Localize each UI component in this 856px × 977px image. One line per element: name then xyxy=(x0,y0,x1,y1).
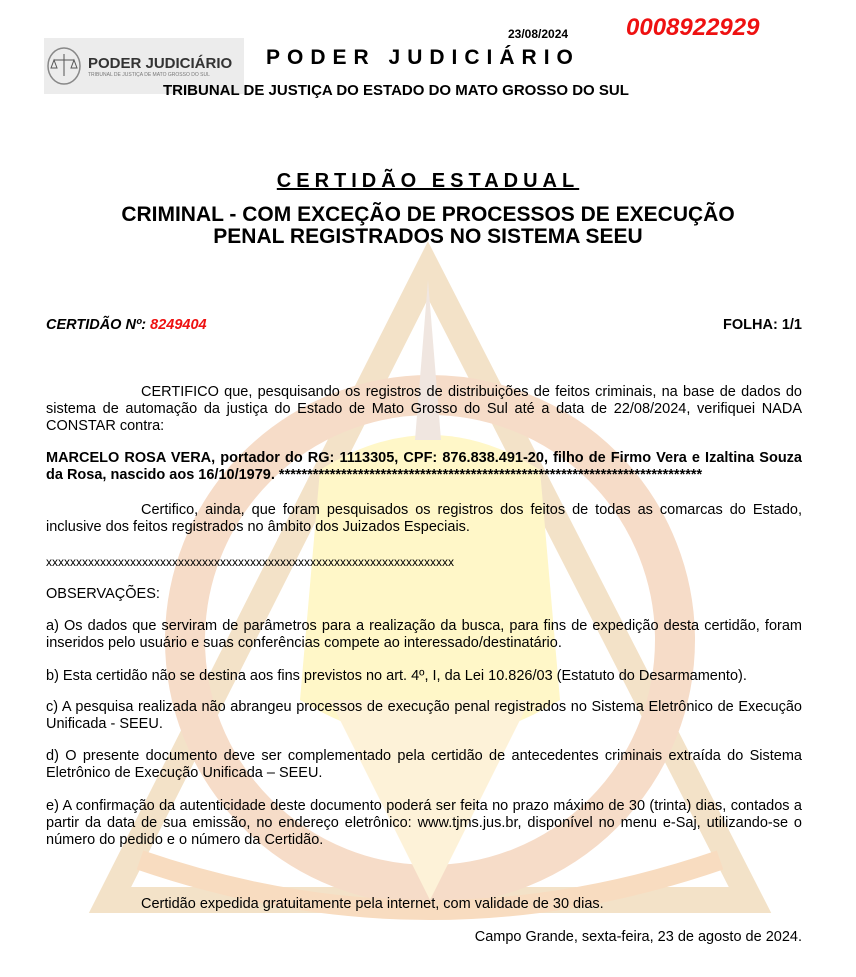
certificate-number xyxy=(46,317,207,333)
header-title: PODER JUDICIÁRIO xyxy=(266,46,580,69)
separator-line: xxxxxxxxxxxxxxxxxxxxxxxxxxxxxxxxxxxxxxxxxxxxxxxxxxxxxxxxxxxxxxxxxxxx xyxy=(46,555,454,569)
document-subtitle xyxy=(0,204,856,248)
observation-c: c) A pesquisa realizada não abrangeu processos de execução penal registrados no Sistema Eletrônico de Execução Unificada - SEEU. xyxy=(46,699,802,732)
logo-subtitle: TRIBUNAL DE JUSTIÇA DE MATO GROSSO DO SUL xyxy=(88,71,210,78)
issue-date: 23/08/2024 xyxy=(508,27,569,41)
document-title-text: CERTIDÃO ESTADUAL xyxy=(276,170,580,192)
certificate-number-value: 8249404 xyxy=(150,317,207,333)
observation-d: d) O presente documento deve ser complementado pela certidão de antecedentes criminais extraída do Sistema Eletrônico de Execução Unificada – SEEU. xyxy=(46,748,802,781)
document-title xyxy=(0,170,856,193)
certification-paragraph: CERTIFICO que, pesquisando os registros de distribuições de feitos criminais, na base de dados do sistema de automação da justiça do Estado de Mato Grosso do Sul até a data de 22/08/2024, verifiquei NADA CONSTAR contra: xyxy=(46,384,802,434)
observation-a: a) Os dados que serviram de parâmetros para a realização da busca, para fins de expedição desta certidão, foram inseridos pelo usuário e suas conferências compete ao interessado/destinatário. xyxy=(46,618,802,651)
additional-certification: Certifico, ainda, que foram pesquisados os registros dos feitos de todas as comarcas do Estado, inclusive dos feitos registrados no âmbito dos Juizados Especiais. xyxy=(46,502,802,535)
place-and-date: Campo Grande, sexta-feira, 23 de agosto de 2024. xyxy=(474,929,802,945)
document-subtitle-line2: PENAL REGISTRADOS NO SISTEMA SEEU xyxy=(213,225,643,248)
subject-details: MARCELO ROSA VERA, portador do RG: 1113305, CPF: 876.838.491-20, filho de Firmo Vera e Izaltina Souza da Rosa, nascido aos 16/10/1979. *************************************************************************** xyxy=(46,450,802,483)
page-count: FOLHA: 1/1 xyxy=(723,317,802,333)
logo-title: PODER JUDICIÁRIO xyxy=(88,54,233,72)
document-subtitle-line1: CRIMINAL - COM EXCEÇÃO DE PROCESSOS DE EXECUÇÃO xyxy=(121,203,735,226)
observation-b: b) Esta certidão não se destina aos fins previstos no art. 4º, I, da Lei 10.826/03 (Estatuto do Desarmamento). xyxy=(46,668,747,684)
footer-note: Certidão expedida gratuitamente pela internet, com validade de 30 dias. xyxy=(141,896,604,912)
request-number: 0008922929 xyxy=(626,14,760,41)
certificate-number-label: CERTIDÃO Nº: xyxy=(46,317,151,333)
header-subtitle: TRIBUNAL DE JUSTIÇA DO ESTADO DO MATO GROSSO DO SUL xyxy=(163,82,629,99)
observation-e: e) A confirmação da autenticidade deste documento poderá ser feita no prazo máximo de 30 (trinta) dias, contados a partir da data de sua emissão, no endereço eletrônico: www.tjms.jus.br, disponível no menu e-Saj, utilizando-se o número do pedido e o número da Certidão. xyxy=(46,798,802,848)
observations-title: OBSERVAÇÕES: xyxy=(46,586,160,602)
scales-emblem-icon xyxy=(44,44,84,88)
